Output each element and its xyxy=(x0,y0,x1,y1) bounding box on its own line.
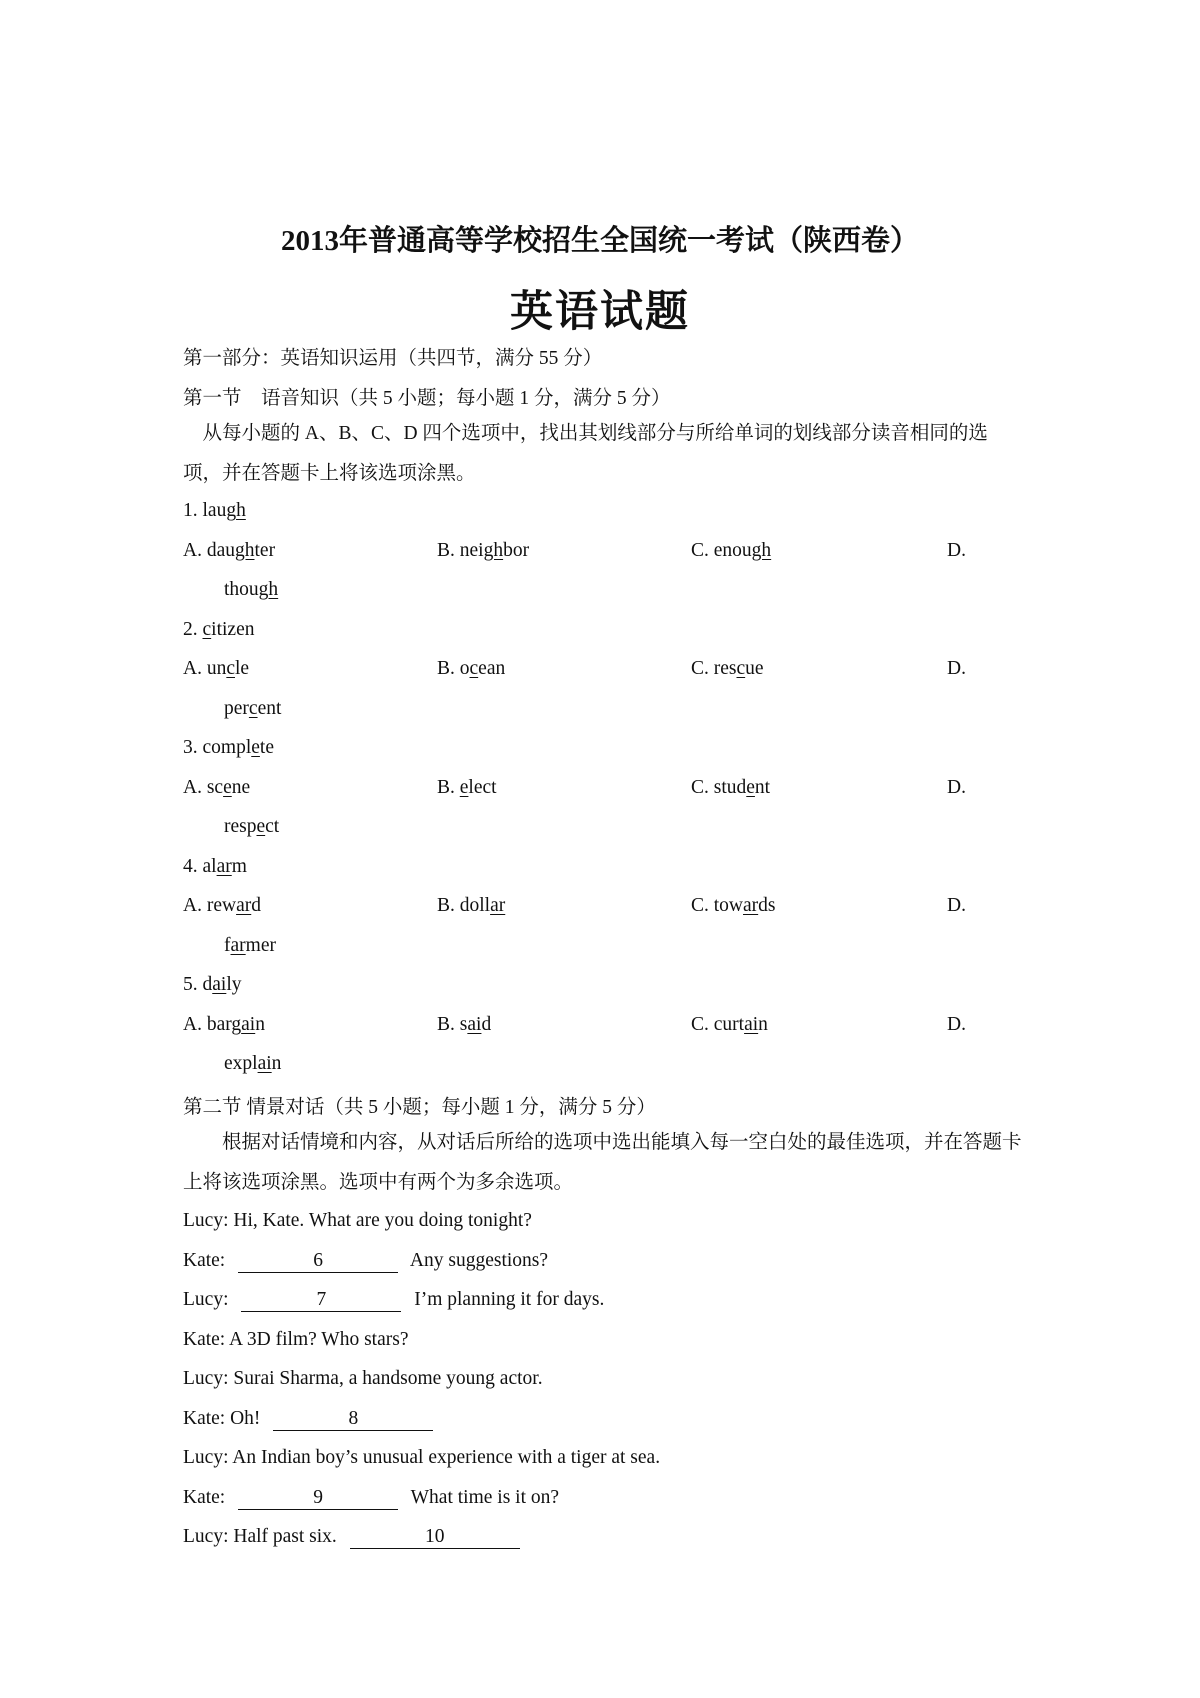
option-c-word-underlined-part: e xyxy=(746,776,755,798)
option-b-word-text-end: d xyxy=(481,1013,492,1035)
option-a[interactable] xyxy=(183,1014,265,1036)
stem-word-text-end: m xyxy=(231,855,247,877)
option-b-word xyxy=(437,658,505,679)
option-d[interactable]: D. xyxy=(947,776,966,798)
part1-heading: 第一部分：英语知识运用（共四节，满分 55 分） xyxy=(183,348,603,369)
option-d-word-line xyxy=(224,698,281,720)
section1-heading: 第一节 语音知识（共 5 小题；每小题 1 分，满分 5 分） xyxy=(183,388,671,409)
dialogue-line-6 xyxy=(183,1408,441,1431)
question-2-stem xyxy=(183,619,254,641)
question-4-options xyxy=(183,895,1043,935)
stem-word xyxy=(183,737,274,758)
dialogue-text: What time is it on? xyxy=(410,1487,560,1508)
option-b[interactable] xyxy=(437,895,505,917)
dialogue-line-8 xyxy=(183,1487,559,1510)
option-d-word-text-end: ct xyxy=(265,816,280,837)
option-a-word-text-end: ter xyxy=(254,539,276,561)
question-2-options xyxy=(183,658,1043,698)
option-d-word xyxy=(224,816,279,837)
option-d[interactable]: D. xyxy=(947,1013,966,1035)
option-b-word xyxy=(437,895,505,916)
option-c-word-text: C. stud xyxy=(691,776,747,798)
dialogue-line-5: Lucy: Surai Sharma, a handsome young actor. xyxy=(183,1368,543,1389)
option-d-word xyxy=(224,698,281,719)
stem-word-text: 5. d xyxy=(183,974,213,995)
question-1-options xyxy=(183,540,1043,580)
option-d[interactable]: D. xyxy=(947,658,966,679)
section2-instruction: 根据对话情境和内容，从对话后所给的选项中选出能填入每一空白处的最佳选项，并在答题卡上将该选项涂黑。选项中有两个为多余选项。 xyxy=(183,1132,1022,1193)
option-c[interactable] xyxy=(691,895,776,917)
option-d-word-text-end: n xyxy=(271,1053,282,1074)
speaker-label: Lucy: xyxy=(183,1289,229,1310)
option-c-word xyxy=(691,777,770,798)
option-c-word-text: C. enou xyxy=(691,539,752,561)
option-a-word-text-end: le xyxy=(235,658,250,679)
option-c-word-underlined-part: ai xyxy=(744,1013,759,1035)
exam-subtitle: 英语试题 xyxy=(510,289,690,336)
option-a-word-underlined-part: gh xyxy=(235,539,255,561)
option-a[interactable] xyxy=(183,540,275,562)
dialogue-line-3 xyxy=(183,1289,604,1312)
option-b-word-underlined-part: ar xyxy=(490,895,506,916)
option-a-word-underlined-part: ai xyxy=(241,1013,256,1035)
option-b-word-text: B. s xyxy=(437,1013,468,1035)
option-c-word-text-end: ue xyxy=(745,658,764,679)
option-b-word-text: B. doll xyxy=(437,895,491,916)
option-d-word-underlined-part: ai xyxy=(257,1053,272,1074)
option-a-word-text-end: d xyxy=(251,895,261,916)
question-4-stem xyxy=(183,856,247,878)
option-d[interactable]: D. xyxy=(947,895,966,916)
stem-word-underlined-part: gh xyxy=(226,500,246,521)
stem-word-underlined-part: ar xyxy=(216,855,232,877)
option-a-word-text: A. rew xyxy=(183,895,237,916)
option-d-word xyxy=(224,1053,281,1074)
exam-title: 2013年普通高等学校招生全国统一考试（陕西卷） xyxy=(280,225,919,257)
option-a-word xyxy=(183,658,249,679)
stem-word-underlined-part: c xyxy=(202,618,212,640)
option-b-word-underlined-part: c xyxy=(469,658,479,679)
option-b-word xyxy=(437,540,529,561)
stem-word-text-end: te xyxy=(259,737,274,758)
option-b[interactable] xyxy=(437,658,505,680)
option-c-word xyxy=(691,895,776,916)
option-d[interactable]: D. xyxy=(947,539,966,561)
option-d-word xyxy=(224,579,278,600)
option-b-word-text-end: lect xyxy=(468,776,497,798)
dialogue-line-4: Kate: A 3D film? Who stars? xyxy=(183,1329,409,1350)
option-a-word xyxy=(183,895,261,916)
option-b-word-underlined-part: gh xyxy=(483,539,504,561)
option-c-word xyxy=(691,540,771,561)
option-d-word-underlined-part: gh xyxy=(258,579,279,600)
option-a[interactable] xyxy=(183,895,261,917)
option-b-word-text-end: ean xyxy=(478,658,506,679)
option-b-word xyxy=(437,1014,491,1035)
question-5-options xyxy=(183,1014,1043,1054)
option-c-word xyxy=(691,658,764,679)
answer-blank-10: 10 xyxy=(350,1526,520,1549)
option-b-word-underlined-part: ai xyxy=(467,1013,482,1035)
option-c-word-text: C. curt xyxy=(691,1013,745,1035)
speaker-label: Kate: xyxy=(183,1487,226,1508)
option-c-word-underlined-part: gh xyxy=(751,539,772,561)
option-d-word-underlined-part: ar xyxy=(230,934,246,956)
question-3-options xyxy=(183,777,1043,817)
option-d-word-line xyxy=(224,935,276,957)
option-b-word-underlined-part: e xyxy=(459,776,469,798)
option-c-word-text-end: nt xyxy=(754,776,771,798)
option-d-word-line xyxy=(224,1053,281,1075)
stem-word-text: 1. lau xyxy=(183,500,227,521)
option-a[interactable] xyxy=(183,777,250,799)
option-c-word-underlined-part: c xyxy=(736,658,746,679)
option-c-word-text: C. res xyxy=(691,658,737,679)
option-d-word-text: f xyxy=(224,934,231,956)
dialogue-line-1: Lucy: Hi, Kate. What are you doing tonight? xyxy=(183,1210,532,1231)
option-b-word-text: B. nei xyxy=(437,539,484,561)
answer-blank-8: 8 xyxy=(273,1408,433,1431)
stem-word xyxy=(183,619,254,640)
option-a-word-underlined-part: e xyxy=(223,776,232,798)
option-d-word-underlined-part: c xyxy=(248,697,258,719)
option-a-word xyxy=(183,777,250,798)
dialogue-line-9 xyxy=(183,1526,528,1549)
option-c-word-underlined-part: ar xyxy=(743,895,759,916)
option-b-word xyxy=(437,777,497,798)
stem-word-underlined-part: ai xyxy=(212,974,227,995)
option-a-word xyxy=(183,540,275,561)
option-b-word-text: B. xyxy=(437,776,460,798)
stem-word-underlined-part: e xyxy=(251,737,260,758)
question-3-stem xyxy=(183,737,274,759)
speaker-label: Kate: Oh! xyxy=(183,1408,261,1429)
option-c-word-text-end: ds xyxy=(758,895,776,916)
option-c-word xyxy=(691,1014,768,1035)
option-a[interactable] xyxy=(183,658,249,680)
option-a-word-text: A. sc xyxy=(183,776,224,798)
option-b[interactable] xyxy=(437,777,497,799)
stem-word-text: 3. compl xyxy=(183,737,252,758)
option-d-word-text: thou xyxy=(224,579,259,600)
option-b[interactable] xyxy=(437,1014,491,1036)
answer-blank-9: 9 xyxy=(238,1487,398,1510)
speaker-label: Lucy: Half past six. xyxy=(183,1526,337,1547)
dialogue-text: Any suggestions? xyxy=(409,1250,549,1271)
speaker-label: Kate: xyxy=(183,1250,226,1271)
stem-word-text-end: ly xyxy=(226,974,242,995)
option-d-word-text: expl xyxy=(224,1053,258,1074)
dialogue-line-7: Lucy: An Indian boy’s unusual experience with a tiger at sea. xyxy=(183,1447,661,1468)
option-c-word-text-end: n xyxy=(758,1013,768,1035)
option-c-word-text: C. tow xyxy=(691,895,744,916)
option-a-word-underlined-part: ar xyxy=(236,895,252,916)
option-c[interactable] xyxy=(691,658,764,680)
question-5-stem xyxy=(183,974,242,996)
option-d-word-text-end: ent xyxy=(257,697,282,719)
option-a-word-text: A. un xyxy=(183,658,227,679)
option-a-word-text-end: n xyxy=(255,1013,265,1035)
option-a-word xyxy=(183,1014,265,1035)
option-a-word-underlined-part: c xyxy=(226,658,235,679)
stem-word xyxy=(183,856,247,877)
option-d-word-line xyxy=(224,579,278,601)
option-d-word-underlined-part: e xyxy=(256,816,266,837)
option-d-word xyxy=(224,935,276,956)
dialogue-text: I’m planning it for days. xyxy=(414,1289,605,1310)
option-a-word-text: A. dau xyxy=(183,539,235,561)
option-a-word-text-end: ne xyxy=(231,776,251,798)
question-1-stem xyxy=(183,500,246,522)
option-d-word-text: per xyxy=(224,697,249,719)
stem-word-text-end: itizen xyxy=(211,618,255,640)
option-b-word-text: B. o xyxy=(437,658,470,679)
option-d-word-text: resp xyxy=(224,816,257,837)
answer-blank-7: 7 xyxy=(241,1289,401,1312)
option-a-word-text: A. barg xyxy=(183,1013,242,1035)
section1-instruction: 从每小题的 A、B、C、D 四个选项中，找出其划线部分与所给单词的划线部分读音相同的选项，并在答题卡上将该选项涂黑。 xyxy=(183,423,988,484)
answer-blank-6: 6 xyxy=(238,1250,398,1273)
option-d-word-text-end: mer xyxy=(245,934,276,956)
stem-word xyxy=(183,500,246,521)
stem-word xyxy=(183,974,242,995)
option-b-word-text-end: bor xyxy=(503,539,530,561)
dialogue-line-2 xyxy=(183,1250,548,1273)
option-c[interactable] xyxy=(691,540,771,562)
stem-word-text: 4. al xyxy=(183,855,217,877)
option-c[interactable] xyxy=(691,1014,768,1036)
option-b[interactable] xyxy=(437,540,529,562)
option-c[interactable] xyxy=(691,777,770,799)
section2-heading: 第二节 情景对话（共 5 小题；每小题 1 分，满分 5 分） xyxy=(183,1097,656,1118)
stem-word-text: 2. xyxy=(183,618,203,640)
option-d-word-line xyxy=(224,816,279,838)
